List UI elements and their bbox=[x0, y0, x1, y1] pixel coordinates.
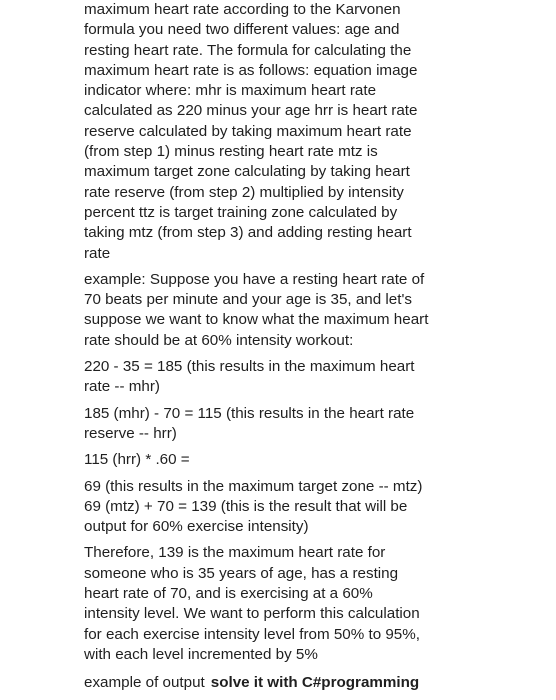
paragraph-step-mtz bbox=[84, 477, 484, 538]
text-line: rate bbox=[84, 244, 111, 262]
text-line: reserve -- hrr) bbox=[84, 424, 177, 442]
text-line: intensity level. We want to perform this calculation bbox=[84, 605, 420, 623]
text-line: reserve calculated by taking maximum heart rate bbox=[84, 122, 412, 140]
text-line: percent ttz is target training zone calculated by bbox=[84, 203, 398, 221]
paragraph-step-mhr bbox=[84, 357, 484, 398]
text-line: someone who is 35 years of age, has a resting bbox=[84, 564, 399, 582]
text-line: maximum target zone calculating by taking heart bbox=[84, 163, 410, 181]
text-line: (from step 1) minus resting heart rate mtz is bbox=[84, 143, 378, 161]
text-line: resting heart rate. The formula for calculating the bbox=[84, 41, 412, 59]
text-line: suppose we want to know what the maximum heart bbox=[84, 311, 429, 329]
text-line: example: Suppose you have a resting heart rate of bbox=[84, 270, 425, 288]
paragraph-step-hrr bbox=[84, 404, 484, 445]
paragraph-karvonen-formula bbox=[84, 0, 484, 264]
text-line: maximum heart rate according to the Karvonen bbox=[84, 1, 401, 18]
text-line: 70 beats per minute and your age is 35, and let's bbox=[84, 291, 412, 309]
paragraph-conclusion bbox=[84, 543, 484, 665]
text-line: output for 60% exercise intensity) bbox=[84, 518, 309, 536]
text-line: maximum heart rate is as follows: equation image bbox=[84, 61, 418, 79]
paragraph-step-intensity bbox=[84, 450, 484, 470]
text-line: 220 - 35 = 185 (this results in the maximum heart bbox=[84, 358, 415, 376]
example-output-label: example of output bbox=[84, 674, 205, 692]
text-line: taking mtz (from step 3) and adding resting heart bbox=[84, 224, 412, 242]
text-line: for each exercise intensity level from 50% to 95%, bbox=[84, 625, 420, 643]
text-line: formula you need two different values: age and bbox=[84, 21, 400, 39]
text-line: rate -- mhr) bbox=[84, 378, 160, 396]
text-line: rate should be at 60% intensity workout: bbox=[84, 331, 354, 349]
text-line: Therefore, 139 is the maximum heart rate for bbox=[84, 544, 386, 562]
text-line: 115 (hrr) * .60 = bbox=[84, 451, 190, 469]
text-line: heart rate of 70, and is exercising at a 60% bbox=[84, 585, 373, 603]
text-line: 69 (mtz) + 70 = 139 (this is the result that will be bbox=[84, 497, 408, 515]
text-line: 185 (mhr) - 70 = 115 (this results in the heart rate bbox=[84, 404, 415, 422]
text-line: rate reserve (from step 2) multiplied by intensity bbox=[84, 183, 404, 201]
output-request-line bbox=[84, 673, 484, 693]
text-line: indicator where: mhr is maximum heart rate bbox=[84, 82, 377, 100]
paragraph-example-intro bbox=[84, 270, 484, 351]
text-line: with each level incremented by 5% bbox=[84, 645, 318, 663]
text-line: 69 (this results in the maximum target zone -- mtz) bbox=[84, 477, 423, 495]
document-body bbox=[84, 0, 484, 694]
solve-instruction: solve it with C#programming bbox=[210, 674, 420, 692]
text-line: calculated as 220 minus your age hrr is heart rate bbox=[84, 102, 418, 120]
